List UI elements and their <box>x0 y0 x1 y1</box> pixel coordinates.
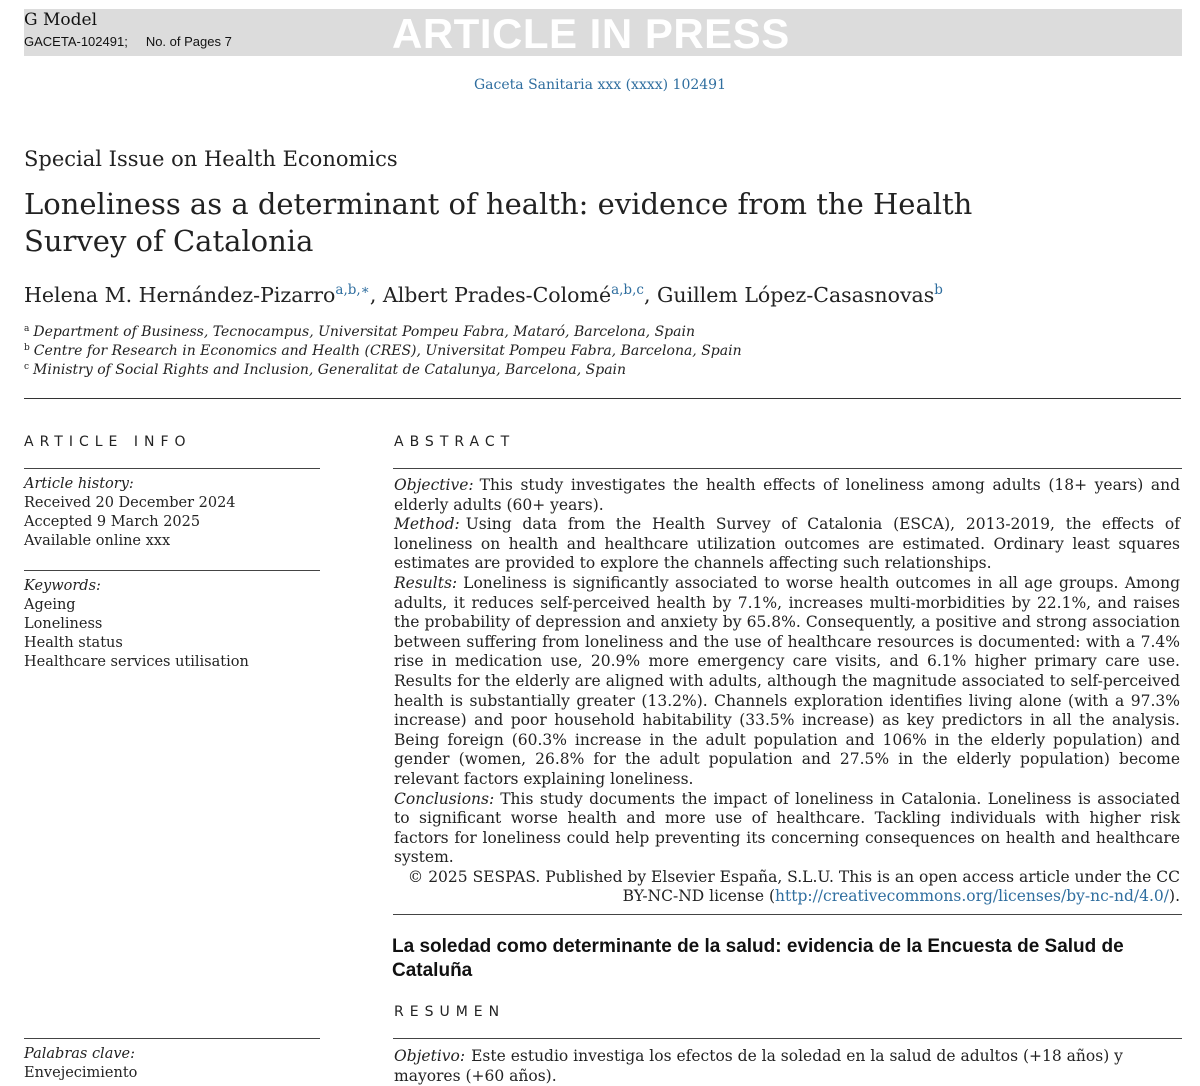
history-label: Article history: <box>24 476 134 492</box>
objective-label: Objective: <box>394 476 474 494</box>
title-line-2: Survey of Catalonia <box>24 224 314 258</box>
header-divider <box>24 398 1181 399</box>
affiliation-text: Ministry of Social Rights and Inclusion, Generalitat de Catalunya, Barcelona, Spain <box>33 362 627 378</box>
author-name[interactable]: Guillem López-Casasnovas <box>656 283 935 307</box>
g-model-label: G Model <box>24 10 98 30</box>
journal-reference[interactable]: Gaceta Sanitaria xxx (xxxx) 102491 <box>474 77 726 93</box>
author-affiliation-marks[interactable]: b <box>934 282 943 298</box>
gaceta-id: GACETA-102491; <box>24 34 128 49</box>
author-name[interactable]: Helena M. Hernández-Pizarro <box>24 283 336 307</box>
article-history <box>24 475 324 551</box>
affiliation-text: Centre for Research in Economics and Health (CRES), Universitat Pompeu Fabra, Barcelona, Spain <box>33 343 742 359</box>
article-info-rule <box>24 468 320 469</box>
resumen-objetivo <box>394 1047 1180 1086</box>
affiliation-a <box>24 324 924 340</box>
license-link[interactable]: http://creativecommons.org/licenses/by-nc-nd/4.0/ <box>775 887 1170 906</box>
palabras-label: Palabras clave: <box>24 1046 136 1062</box>
results-text: Loneliness is significantly associated to worse health outcomes in all age groups. Among adults, it reduces self-perceived health by 7.1%, increases multi-morbidities by 22.1%, and raises the probability of depression and anxiety by 65.8%. Consequently, a positive and strong association between suffering from loneliness and the use of healthcare resources is documented: with a 7.4% rise in medication use, 20.9% more emergency care visits, and 6.1% higher primary care use. Results for the elderly are aligned with adults, although the magnitude associated to self-perceived health is substantially greater (13.2%). Channels exploration identifies living alone (with a 97.3% increase) and poor household habitability (33.5% increase) as key predictors in all the analysis. Being foreign (60.3% increase in the adult population and 106% in the elderly population) and gender (women, 26.8% for the adult population and 27.5% in the elderly population) become relevant factors explaining loneliness. <box>394 573 1180 788</box>
objetivo-label: Objetivo: <box>394 1047 466 1065</box>
page-count: No. of Pages 7 <box>145 34 232 49</box>
keywords-label: Keywords: <box>24 578 101 594</box>
resumen-heading: RESUMEN <box>394 1004 506 1020</box>
affiliation-key: a <box>24 324 30 334</box>
objetivo-text: Este estudio investiga los efectos de la soledad en la salud de adultos (+18 años) y mayores (+60 años). <box>394 1047 1123 1085</box>
affiliation-key: b <box>24 343 30 353</box>
method-label: Method: <box>394 515 460 534</box>
conclusions-label: Conclusions: <box>394 789 495 808</box>
title-line-1: Loneliness as a determinant of health: evidence from the Health <box>24 187 973 221</box>
abstract-heading: ABSTRACT <box>394 434 516 450</box>
abstract-method <box>394 515 1180 574</box>
document-id <box>24 34 232 49</box>
abstract-conclusions <box>394 790 1180 868</box>
affiliation-key: c <box>24 362 30 372</box>
author-separator: , <box>643 283 657 307</box>
license-suffix: ). <box>1169 887 1180 906</box>
resumen-rule <box>393 1038 1182 1039</box>
abstract-objective <box>394 476 1180 515</box>
results-label: Results: <box>394 573 458 592</box>
method-text: Using data from the Health Survey of Catalonia (ESCA), 2013-2019, the effects of loneliness on health and healthcare utilization outcomes are estimated. Ordinary least squares estimates are provided to explore the channels affecting such relationships. <box>394 515 1180 573</box>
accepted-date: Accepted 9 March 2025 <box>24 514 201 530</box>
author-affiliation-marks[interactable]: a,b,c <box>611 282 644 298</box>
affiliation-text: Department of Business, Tecnocampus, Universitat Pompeu Fabra, Mataró, Barcelona, Spain <box>33 324 695 340</box>
article-in-press-text: ARTICLE IN PRESS <box>392 10 790 57</box>
conclusions-text: This study documents the impact of loneliness in Catalonia. Loneliness is associated to significant worse health and more use of healthcare. Tackling individuals with higher risk factors for loneliness could help preventing its concerning consequences on health and healthcare system. <box>394 789 1180 867</box>
keywords-rule <box>24 570 320 571</box>
author-separator: , <box>369 283 383 307</box>
online-date: Available online xxx <box>24 533 171 549</box>
affiliation-c <box>24 362 924 378</box>
received-date: Received 20 December 2024 <box>24 495 236 511</box>
keyword-item: Healthcare services utilisation <box>24 654 249 670</box>
spanish-title: La soledad como determinante de la salud: evidencia de la Encuesta de Salud de Cataluña <box>392 936 1124 981</box>
author-name[interactable]: Albert Prades-Colomé <box>382 283 612 307</box>
abstract-end-rule <box>393 914 1182 915</box>
copyright-line: © 2025 SESPAS. Published by Elsevier España, S.L.U. This is an open access article under the CC <box>407 867 1180 886</box>
palabras-rule <box>24 1038 320 1039</box>
palabra-item: Envejecimiento <box>24 1065 138 1081</box>
special-issue-label: Special Issue on Health Economics <box>24 147 398 171</box>
abstract-rule <box>393 468 1182 469</box>
affiliation-b <box>24 343 924 359</box>
keyword-item: Ageing <box>24 597 76 613</box>
objective-text: This study investigates the health effects of loneliness among adults (18+ years) and elderly adults (60+ years). <box>394 476 1180 514</box>
palabras-block <box>24 1045 324 1083</box>
keyword-item: Loneliness <box>24 616 103 632</box>
author-affiliation-marks[interactable]: a,b,∗ <box>335 282 370 298</box>
copyright-notice <box>394 868 1180 907</box>
article-info-heading: ARTICLE INFO <box>24 434 192 450</box>
abstract-results <box>394 574 1180 790</box>
article-title <box>24 186 1024 260</box>
abstract-body <box>394 476 1180 907</box>
author-list <box>24 282 943 307</box>
keywords-block <box>24 577 324 672</box>
license-prefix: BY-NC-ND license ( <box>622 887 775 906</box>
keyword-item: Health status <box>24 635 123 651</box>
